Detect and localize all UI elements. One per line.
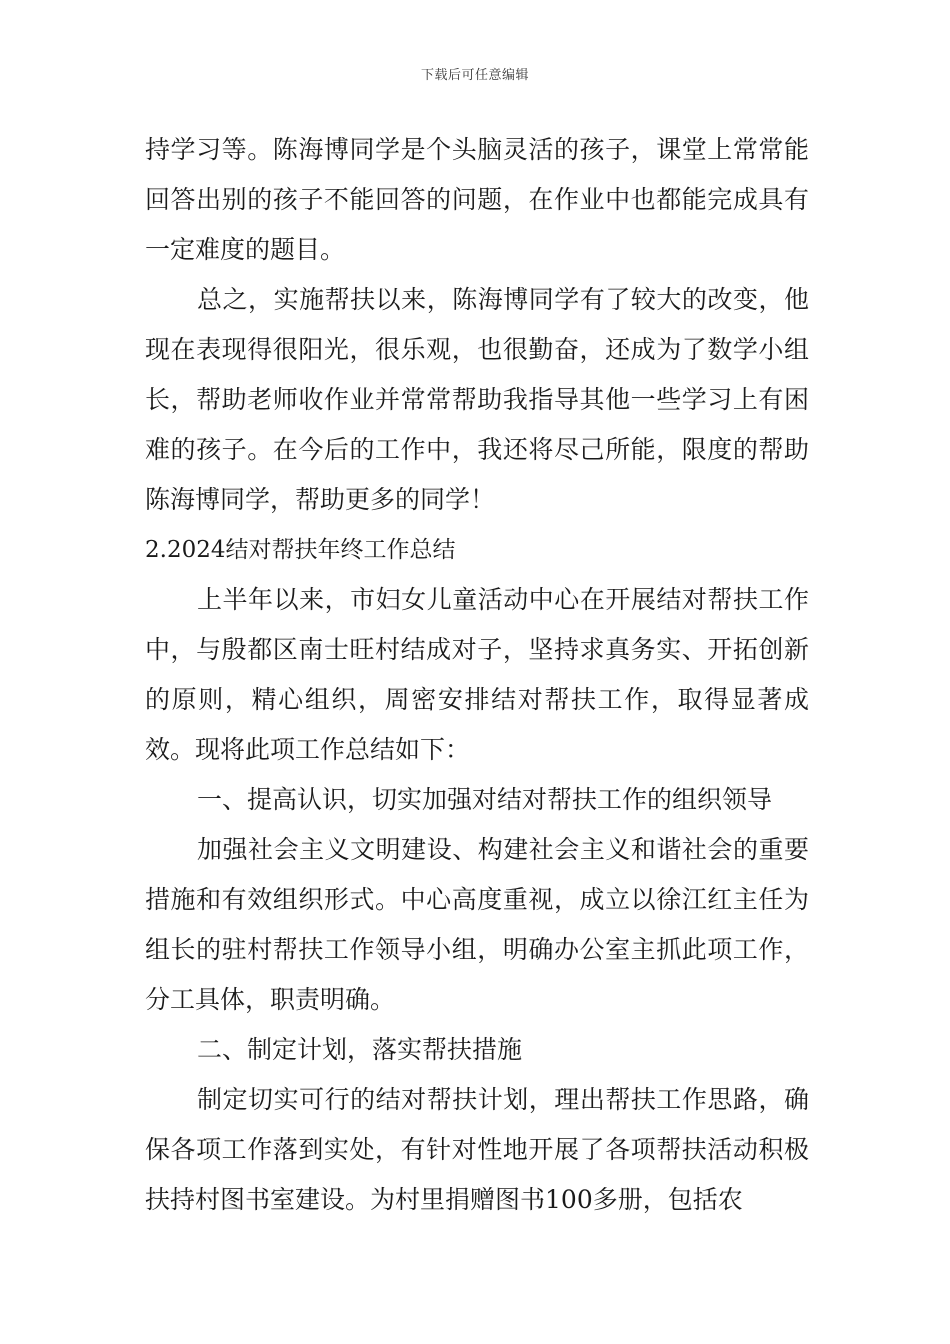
document-body (145, 125, 809, 1225)
subheading-two: 二、制定计划，落实帮扶措施 (197, 1035, 523, 1064)
section-title: 2.2024结对帮扶年终工作总结 (145, 537, 456, 563)
paragraph-intro: 上半年以来，市妇女儿童活动中心在开展结对帮扶工作中，与殷都区南士旺村结成对子，坚持求真务实、开拓创新的原则，精心组织，周密安排结对帮扶工作，取得显著成效。现将此项工作总结如下： (145, 585, 809, 764)
paragraph-continuation: 持学习等。陈海博同学是个头脑灵活的孩子，课堂上常常能回答出别的孩子不能回答的问题，在作业中也都能完成具有一定难度的题目。 (145, 135, 809, 264)
page-header: 下载后可任意编辑 (420, 68, 529, 83)
subheading-one: 一、提高认识，切实加强对结对帮扶工作的组织领导 (197, 785, 773, 814)
paragraph-plan: 制定切实可行的结对帮扶计划，理出帮扶工作思路，确保各项工作落到实处，有针对性地开展了各项帮扶活动积极扶持村图书室建设。为村里捐赠图书100多册，包括农 (145, 1085, 809, 1214)
paragraph-organization: 加强社会主义文明建设、构建社会主义和谐社会的重要措施和有效组织形式。中心高度重视，成立以徐江红主任为组长的驻村帮扶工作领导小组，明确办公室主抓此项工作，分工具体，职责明确。 (145, 835, 809, 1014)
paragraph-summary: 总之，实施帮扶以来，陈海博同学有了较大的改变，他现在表现得很阳光，很乐观，也很勤奋，还成为了数学小组长，帮助老师收作业并常常帮助我指导其他一些学习上有困难的孩子。在今后的工作中，我还将尽己所能，限度的帮助陈海博同学，帮助更多的同学！ (145, 285, 809, 514)
